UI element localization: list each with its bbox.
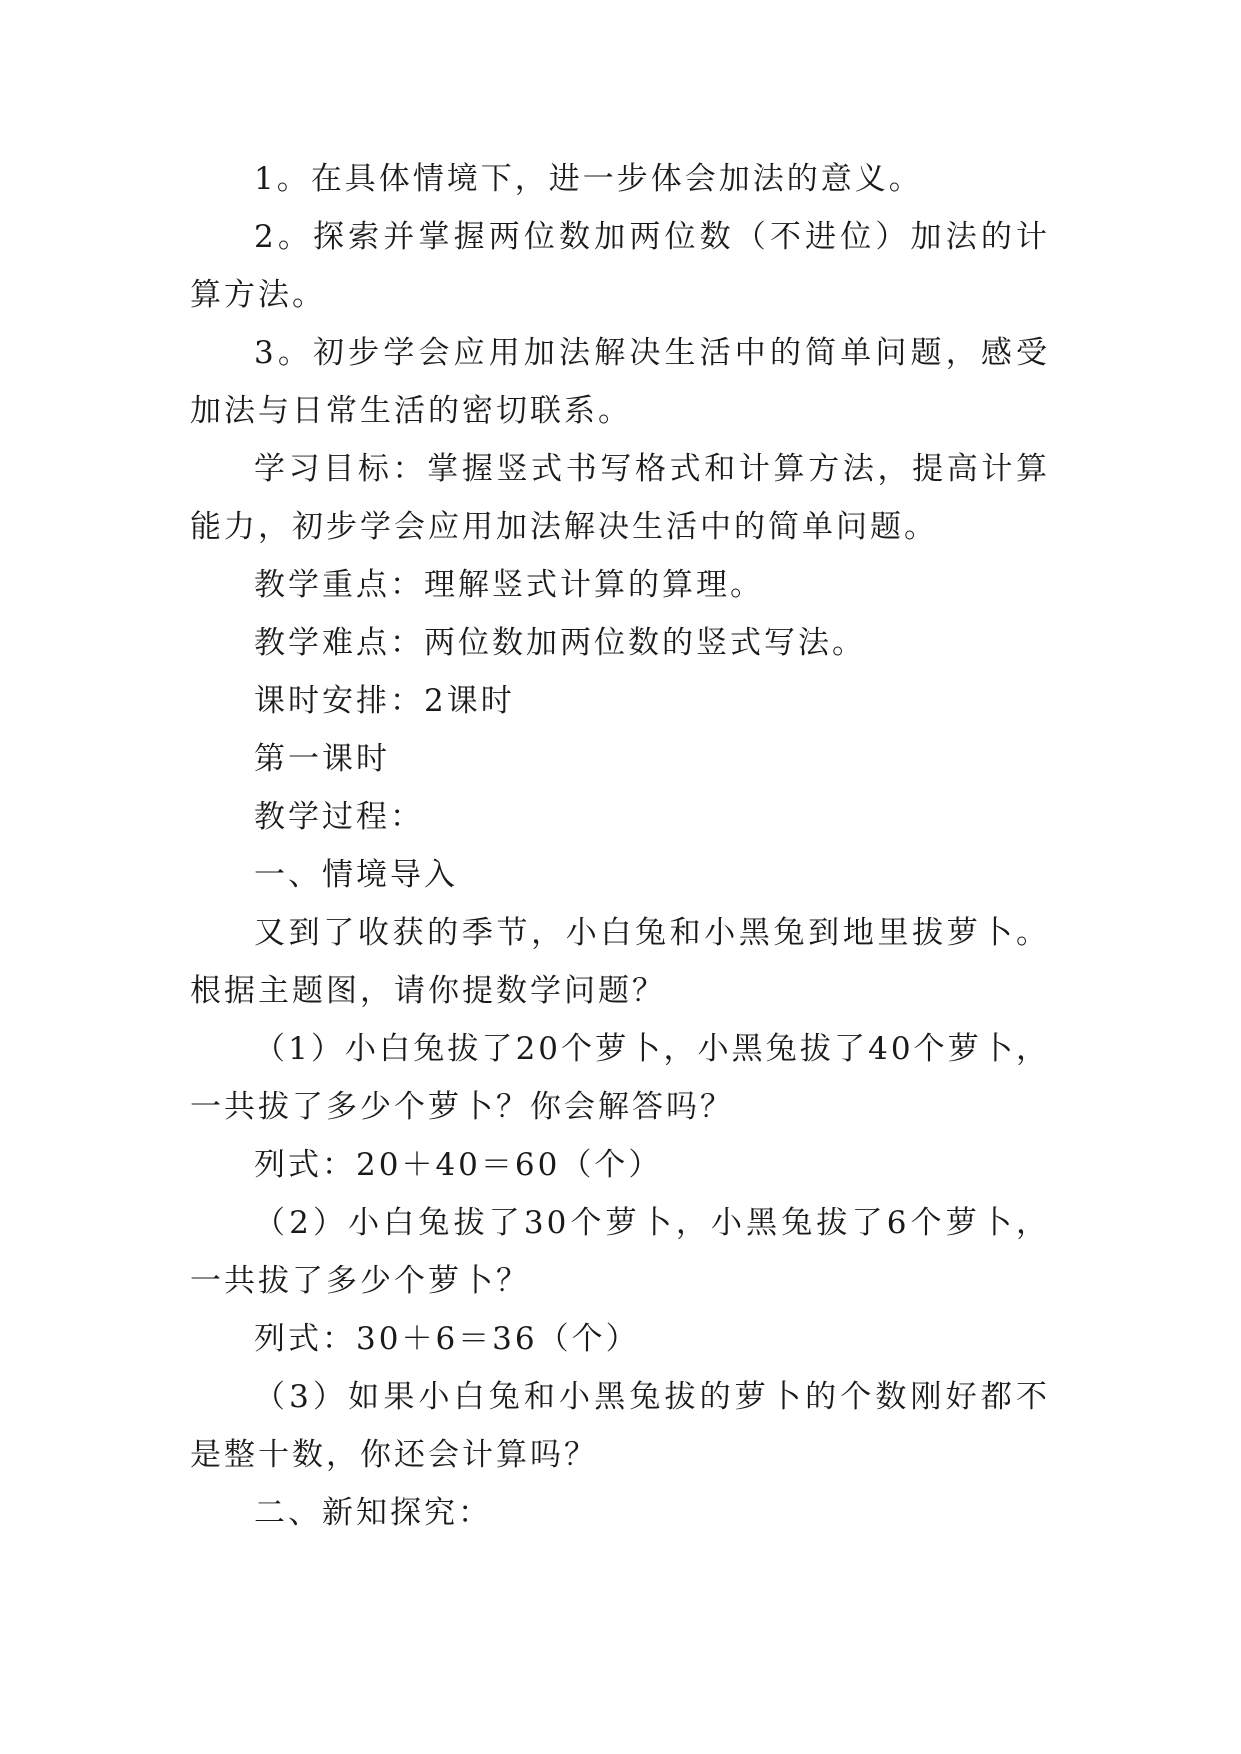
equation-1: 列式：20＋40＝60（个） <box>254 1147 663 1183</box>
objective-2: 2。探索并掌握两位数加两位数（不进位）加法的计算方法。 <box>190 219 1050 313</box>
lesson-heading: 第一课时 <box>254 741 390 777</box>
question-3: （3）如果小白兔和小黑兔拔的萝卜的个数刚好都不是整十数，你还会计算吗？ <box>190 1379 1050 1473</box>
question-1: （1）小白兔拔了20个萝卜，小黑兔拔了40个萝卜，一共拔了多少个萝卜？你会解答吗？ <box>190 1031 1050 1125</box>
section-heading-1: 一、情境导入 <box>254 857 458 893</box>
scenario-intro: 又到了收获的季节，小白兔和小黑兔到地里拔萝卜。根据主题图，请你提数学问题？ <box>190 915 1050 1009</box>
class-hours: 课时安排：2课时 <box>254 683 515 719</box>
objective-3: 3。初步学会应用加法解决生活中的简单问题，感受加法与日常生活的密切联系。 <box>190 335 1050 429</box>
equation-2: 列式：30＋6＝36（个） <box>254 1321 640 1357</box>
document-page <box>190 150 1050 1542</box>
teaching-difficulty: 教学难点：两位数加两位数的竖式写法。 <box>254 625 866 661</box>
question-2: （2）小白兔拔了30个萝卜，小黑兔拔了6个萝卜，一共拔了多少个萝卜？ <box>190 1205 1050 1299</box>
teaching-focus: 教学重点：理解竖式计算的算理。 <box>254 567 764 603</box>
process-heading: 教学过程： <box>254 799 424 835</box>
section-heading-2: 二、新知探究： <box>254 1495 492 1531</box>
objective-1: 1。在具体情境下，进一步体会加法的意义。 <box>254 161 923 197</box>
learning-goals: 学习目标：掌握竖式书写格式和计算方法，提高计算能力，初步学会应用加法解决生活中的简单问题。 <box>190 451 1050 545</box>
